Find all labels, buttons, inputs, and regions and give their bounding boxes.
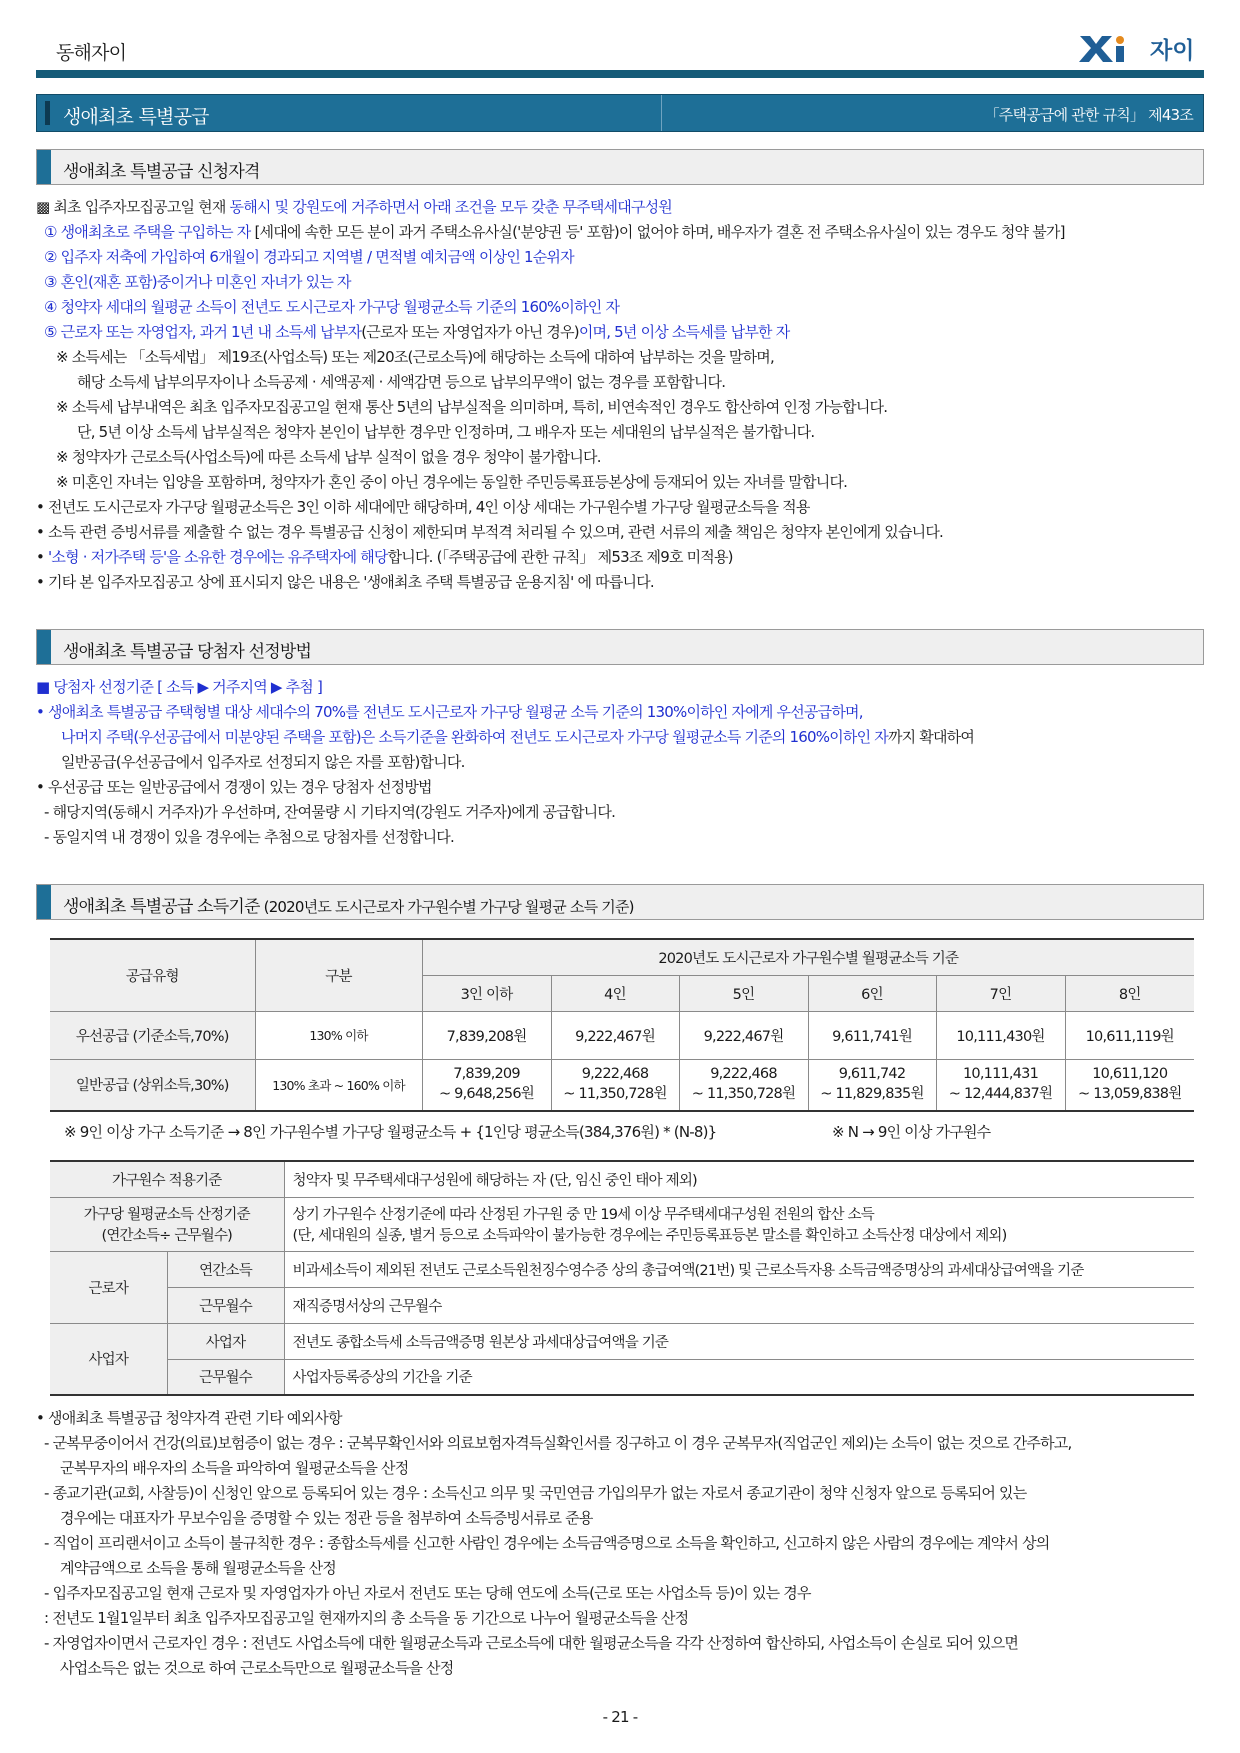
bullet3-prefix: •: [36, 548, 49, 566]
heading-bar: [37, 885, 51, 919]
row-type: 우선공급 (기준소득,70%): [50, 1011, 255, 1059]
col-division: 구분: [255, 939, 422, 1011]
income-cell: [936, 1059, 1065, 1111]
p1b-blue: 나머지 주택(우선공급에서 미분양된 주택을 포함)은 소득기준을 완화하여 전년도 도시근로자 가구당 월평균소득 기준의 160%이하인 자: [61, 728, 888, 746]
row-type: 일반공급 (상위소득,30%): [50, 1059, 255, 1111]
bullet3-blue: '소형 · 저가주택 등'을 소유한 경우에는 유주택자에 해당: [48, 548, 388, 566]
income-table: [50, 938, 1194, 1112]
section1-heading: [36, 149, 1204, 185]
income-cell: 9,222,467원: [679, 1011, 808, 1059]
section1-heading-text: 생애최초 특별공급 신청자격: [63, 162, 260, 182]
exception-3b: 계약금액으로 소득을 통해 월평균소득을 산정: [60, 1559, 336, 1577]
income-low: 9,222,468: [581, 1066, 649, 1083]
income-high: ~ 11,829,835원: [820, 1086, 924, 1103]
page-number: - 21 -: [602, 1708, 638, 1726]
cond5-black: (근로자 또는 자영업자가 아닌 경우): [361, 323, 579, 341]
bullet-4: • 기타 본 입주자모집공고 상에 표시되지 않은 내용은 '생애최초 주택 특별공급 운용지침' 에 따릅니다.: [36, 573, 654, 591]
col-household: 5인: [679, 975, 808, 1011]
income-low: 9,611,742: [838, 1066, 906, 1083]
note-2a: ※ 소득세 납부내역은 최초 입주자모집공고일 현재 통산 5년의 납부실적을 의미하며, 특히, 비연속적인 경우도 합산하여 인정 가능합니다.: [56, 398, 888, 416]
income-cell: 10,111,430원: [936, 1011, 1065, 1059]
income-cell: [422, 1059, 551, 1111]
income-cell: 10,611,119원: [1065, 1011, 1194, 1059]
heading-bar: [37, 150, 51, 184]
banner-reference: 「주택공급에 관한 규칙」 제43조: [984, 106, 1193, 124]
condition-5: [44, 322, 1214, 342]
table-row: [50, 1323, 1194, 1359]
income-high: ~ 11,350,728원: [691, 1086, 796, 1103]
table-row: [50, 1161, 1194, 1197]
exception-2a: - 종교기관(교회, 사찰등)이 신청인 앞으로 등록되어 있는 경우 : 소득신고 의무 및 국민연금 가입의무가 없는 자로서 종교기관이 청약 신청자 앞으로 등록되어 있는: [44, 1484, 1027, 1502]
note-1a: ※ 소득세는 「소득세법」 제19조(사업소득) 또는 제20조(근로소득)에 해당하는 소득에 대하여 납부하는 것을 말하며,: [56, 348, 774, 366]
table-row: [50, 1287, 1194, 1323]
col-household: 6인: [808, 975, 936, 1011]
biz-label: 사업자: [50, 1323, 167, 1395]
exception-5b: 사업소득은 없는 것으로 하여 근로소득만으로 월평균소득을 산정: [60, 1659, 454, 1677]
section2-heading: [36, 629, 1204, 665]
cond1-blue: ① 생애최초로 주택을 구입하는 자: [44, 223, 251, 241]
condition-2: ② 입주자 저축에 가입하여 6개월이 경과되고 지역별 / 면적별 예치금액 이상인 1순위자: [44, 248, 574, 266]
col-household: 7인: [936, 975, 1065, 1011]
logo-text: 자이: [1150, 38, 1195, 64]
table-row: [50, 1059, 1194, 1111]
selection-p1c: 일반공급(우선공급에서 입주자로 선정되지 않은 자를 포함)합니다.: [61, 753, 465, 771]
exceptions-title: • 생애최초 특별공급 청약자격 관련 기타 예외사항: [36, 1409, 342, 1427]
worker-label: 근로자: [50, 1251, 167, 1323]
income-cell: [808, 1059, 936, 1111]
p1b-tail: 까지 확대하여: [887, 728, 975, 746]
row-division: 130% 이하: [255, 1011, 422, 1059]
banner-divider: [661, 95, 662, 131]
note-9plus: ※ 9인 이상 가구 소득기준 → 8인 가구원수별 가구당 월평균소득 + {1인당 평균소득(384,376원) * (N-8)}: [64, 1123, 717, 1141]
exception-1a: - 군복무중이어서 건강(의료)보험증이 없는 경우 : 군복무확인서와 의료보험자격득실확인서를 징구하고 이 경우 군복무자(직업군인 제외)는 소득이 없는 것으로 간주하고,: [44, 1434, 1072, 1452]
income-high: ~ 9,648,256원: [439, 1086, 534, 1103]
selection-criteria: ■ 당첨자 선정기준 [ 소득 ▶ 거주지역 ▶ 추첨 ]: [36, 678, 323, 696]
note-2b: 단, 5년 이상 소득세 납부실적은 청약자 본인이 납부한 경우만 인정하며, 그 배우자 또는 세대원의 납부실적은 불가합니다.: [77, 423, 815, 441]
intro-blue: 동해시 및 강원도에 거주하면서 아래 조건을 모두 갖춘 무주택세대구성원: [229, 198, 672, 216]
exception-1b: 군복무자의 배우자의 소득을 파악하여 월평균소득을 산정: [60, 1459, 409, 1477]
bullet-3: [36, 547, 1206, 567]
selection-p3: - 해당지역(동해시 거주자)가 우선하며, 잔여물량 시 기타지역(강원도 거주자)에게 공급합니다.: [44, 803, 616, 821]
income-high: ~ 13,059,838원: [1078, 1086, 1182, 1103]
section3-heading-main: 생애최초 특별공급 소득기준: [63, 897, 260, 917]
banner-title: 생애최초 특별공급: [63, 106, 209, 128]
section-banner: [36, 94, 1204, 132]
col-household: 4인: [551, 975, 679, 1011]
criteria-label: [50, 1197, 284, 1251]
worker-income-label: 연간소득: [167, 1251, 284, 1287]
eligibility-intro: [36, 197, 1206, 217]
income-low: 10,611,120: [1092, 1066, 1168, 1083]
criteria-text-b: (단, 세대원의 실종, 별거 등으로 소득파악이 불가능한 경우에는 주민등록표등본 말소를 확인하고 소득산정 대상에서 제외): [292, 1228, 1007, 1244]
income-cell: [551, 1059, 679, 1111]
biz-income-label: 사업자: [167, 1323, 284, 1359]
col-group-header: 2020년도 도시근로자 가구원수별 월평균소득 기준: [422, 939, 1194, 975]
income-high: ~ 11,350,728원: [563, 1086, 667, 1103]
col-supply-type: 공급유형: [50, 939, 255, 1011]
criteria-text: 청약자 및 무주택세대구성원에 해당하는 자 (단, 임신 중인 태아 제외): [284, 1161, 1194, 1197]
header-rule: [36, 70, 1204, 78]
condition-3: ③ 혼인(재혼 포함)중이거나 미혼인 자녀가 있는 자: [44, 273, 351, 291]
bullet3-rest: 합니다. (「주택공급에 관한 규칙」 제53조 제9호 미적용): [387, 548, 733, 566]
table-row: [50, 1011, 1194, 1059]
note-3: ※ 청약자가 근로소득(사업소득)에 따른 소득세 납부 실적이 없을 경우 청약이 불가합니다.: [56, 448, 601, 466]
worker-months-text: 재직증명서상의 근무월수: [284, 1287, 1194, 1323]
table-row: [50, 1197, 1194, 1251]
col-household: 8인: [1065, 975, 1194, 1011]
note-1b: 해당 소득세 납부의무자이나 소득공제 · 세액공제 · 세액감면 등으로 납부의무액이 없는 경우를 포함합니다.: [77, 373, 726, 391]
exception-4a: - 입주자모집공고일 현재 근로자 및 자영업자가 아닌 자로서 전년도 또는 당해 연도에 소득(근로 또는 사업소득 등)이 있는 경우: [44, 1584, 811, 1602]
heading-bar: [37, 630, 51, 664]
criteria-table: [50, 1160, 1194, 1396]
biz-months-text: 사업자등록증상의 기간을 기준: [284, 1359, 1194, 1395]
income-low: 7,839,209: [453, 1066, 520, 1083]
selection-p1a: • 생애최초 특별공급 주택형별 대상 세대수의 70%를 전년도 도시근로자 가구당 월평균 소득 기준의 130%이하인 자에게 우선공급하며,: [36, 703, 863, 721]
col-household: 3인 이하: [422, 975, 551, 1011]
income-cell: 9,611,741원: [808, 1011, 936, 1059]
biz-income-text: 전년도 종합소득세 소득금액증명 원본상 과세대상급여액을 기준: [284, 1323, 1194, 1359]
cond1-rest: [세대에 속한 모든 분이 과거 주택소유사실('분양권 등' 포함)이 없어야 하며, 배우자가 결혼 전 주택소유사실이 있는 경우도 청약 불가]: [250, 223, 1065, 241]
condition-1: [44, 222, 1214, 242]
section3-heading: [36, 884, 1204, 920]
exception-5a: - 자영업자이면서 근로자인 경우 : 전년도 사업소득에 대한 월평균소득과 근로소득에 대한 월평균소득을 각각 산정하여 합산하되, 사업소득이 손실로 되어 있으면: [44, 1634, 1019, 1652]
bullet-2: • 소득 관련 증빙서류를 제출할 수 없는 경우 특별공급 신청이 제한되며 부적격 처리될 수 있으며, 관련 서류의 제출 책임은 청약자 본인에게 있습니다.: [36, 523, 944, 541]
income-cell: 9,222,467원: [551, 1011, 679, 1059]
section2-heading-text: 생애최초 특별공급 당첨자 선정방법: [63, 642, 312, 662]
exception-2b: 경우에는 대표자가 무보수임을 증명할 수 있는 정관 등을 첨부하여 소득증빙서류로 준용: [60, 1509, 593, 1527]
income-cell: 7,839,208원: [422, 1011, 551, 1059]
income-cell: [1065, 1059, 1194, 1111]
criteria-label-b: (연간소득÷ 근무월수): [101, 1228, 233, 1244]
worker-months-label: 근무월수: [167, 1287, 284, 1323]
site-title: 동해자이: [56, 42, 127, 64]
section3-heading-text: [63, 892, 634, 917]
cond5-blue1: ⑤ 근로자 또는 자영업자, 과거 1년 내 소득세 납부자: [44, 323, 362, 341]
criteria-label-a: 가구당 월평균소득 산정기준: [83, 1207, 250, 1223]
income-cell: [679, 1059, 808, 1111]
section3-heading-sub: (2020년도 도시근로자 가구원수별 가구당 월평균 소득 기준): [259, 898, 634, 916]
worker-income-text: 비과세소득이 제외된 전년도 근로소득원천징수영수증 상의 총급여액(21번) 및 근로소득자용 소득금액증명상의 과세대상급여액을 기준: [284, 1251, 1194, 1287]
table-row: [50, 1359, 1194, 1395]
income-low: 9,222,468: [710, 1066, 777, 1083]
note-4: ※ 미혼인 자녀는 입양을 포함하며, 청약자가 혼인 중이 아닌 경우에는 동일한 주민등록표등본상에 등재되어 있는 자녀를 말합니다.: [56, 473, 848, 491]
bullet-1: • 전년도 도시근로자 가구당 월평균소득은 3인 이하 세대에만 해당하며, 4인 이상 세대는 가구원수별 가구당 월평균소득을 적용: [36, 498, 810, 516]
income-low: 10,111,431: [962, 1066, 1039, 1083]
selection-p1b: [61, 727, 1231, 747]
criteria-text-a: 상기 가구원수 산정기준에 따라 산정된 가구원 중 만 19세 이상 무주택세대구성원 전원의 합산 소득: [292, 1207, 874, 1223]
criteria-label: 가구원수 적용기준: [50, 1161, 284, 1197]
intro-prefix: ▩ 최초 입주자모집공고일 현재: [36, 198, 230, 216]
biz-months-label: 근무월수: [167, 1359, 284, 1395]
selection-p4: - 동일지역 내 경쟁이 있을 경우에는 추첨으로 당첨자를 선정합니다.: [44, 828, 454, 846]
row-division: 130% 초과 ~ 160% 이하: [255, 1059, 422, 1111]
table-row: [50, 1251, 1194, 1287]
income-high: ~ 12,444,837원: [948, 1086, 1053, 1103]
exception-4b: : 전년도 1월1일부터 최초 입주자모집공고일 현재까지의 총 소득을 동 기간으로 나누어 월평균소득을 산정: [44, 1609, 689, 1627]
selection-p2: • 우선공급 또는 일반공급에서 경쟁이 있는 경우 당첨자 선정방법: [36, 778, 432, 796]
criteria-text: [284, 1197, 1194, 1251]
exception-3a: - 직업이 프리랜서이고 소득이 불규칙한 경우 : 종합소득세를 신고한 사람인 경우에는 소득금액증명으로 소득을 확인하고, 신고하지 않은 사람의 경우에는 계약서 상의: [44, 1534, 1050, 1552]
cond5-blue2: 이며, 5년 이상 소득세를 납부한 자: [578, 323, 790, 341]
note-n: ※ N → 9인 이상 가구원수: [832, 1123, 991, 1141]
banner-accent: [45, 101, 50, 125]
condition-4: ④ 청약자 세대의 월평균 소득이 전년도 도시근로자 가구당 월평균소득 기준의 160%이하인 자: [44, 298, 620, 316]
